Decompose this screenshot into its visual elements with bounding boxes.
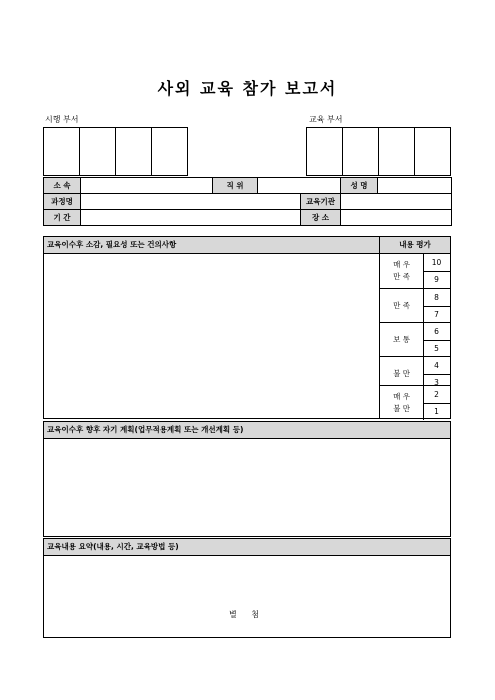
impression-header: 교육이수후 소감, 필요성 또는 건의사항 [44,237,380,254]
eval-group-label: 불 만 [380,357,424,391]
page-title: 사외 교육 참가 보고서 [157,79,338,98]
institution-label: 교육기관 [301,194,341,210]
place-label: 장 소 [301,210,341,226]
approval-cell[interactable] [116,128,152,175]
future-plan-text-area[interactable] [44,439,450,537]
affiliation-field[interactable] [81,178,213,194]
attachment-note: 별 첨 [229,610,265,619]
course-field[interactable] [81,194,301,210]
edu-dept-approval-box[interactable] [306,127,451,176]
name-label: 성 명 [341,178,378,194]
affiliation-label: 소 속 [44,178,81,194]
period-field[interactable] [81,210,301,226]
impression-text-area[interactable] [44,254,379,419]
summary-text-area[interactable] [44,556,450,638]
institution-field[interactable] [341,194,452,210]
name-field[interactable] [378,178,452,194]
eval-score[interactable]: 4 [423,357,450,375]
eval-score[interactable]: 8 [423,289,450,307]
eval-score[interactable]: 7 [434,310,439,319]
summary-header: 교육내용 요약(내용, 시간, 교육방법 등) [44,539,450,556]
eval-score[interactable]: 9 [423,271,450,289]
eval-group [380,254,450,288]
eval-group-label: 보 통 [380,323,424,357]
eval-score[interactable]: 2 [423,386,450,404]
place-field[interactable] [341,210,452,226]
eval-group-label: 매 우 불 만 [380,386,424,420]
position-field[interactable] [258,178,341,194]
approval-cell[interactable] [152,128,187,175]
approval-cell[interactable] [44,128,80,175]
exec-dept-label: 시행 부서 [45,115,79,124]
eval-score[interactable]: 1 [434,407,439,416]
impression-section [43,236,451,419]
approval-cell[interactable] [307,128,343,175]
period-label: 기 간 [44,210,81,226]
evaluation-column [379,237,450,418]
eval-group [380,385,450,420]
eval-group-label: 매 우 만 족 [380,254,424,288]
future-plan-section [43,421,451,537]
eval-group [380,288,450,323]
eval-group-label: 만 족 [380,289,424,323]
approval-cell[interactable] [379,128,415,175]
future-plan-header: 교육이수후 향후 자기 계획(업무적용계획 또는 개선계획 등) [44,422,450,439]
approval-cell[interactable] [343,128,379,175]
position-label: 직 위 [213,178,258,194]
course-label: 과정명 [44,194,81,210]
eval-score[interactable]: 10 [423,254,450,272]
eval-score[interactable]: 3 [434,378,439,387]
approval-cell[interactable] [415,128,450,175]
edu-dept-label: 교육 부서 [309,115,343,124]
eval-group [380,322,450,357]
info-table [43,177,452,226]
evaluation-header: 내용 평가 [380,237,450,254]
eval-score[interactable]: 6 [423,323,450,341]
eval-score[interactable]: 5 [434,344,439,353]
summary-section [43,538,451,638]
approval-cell[interactable] [80,128,116,175]
exec-dept-approval-box[interactable] [43,127,188,176]
